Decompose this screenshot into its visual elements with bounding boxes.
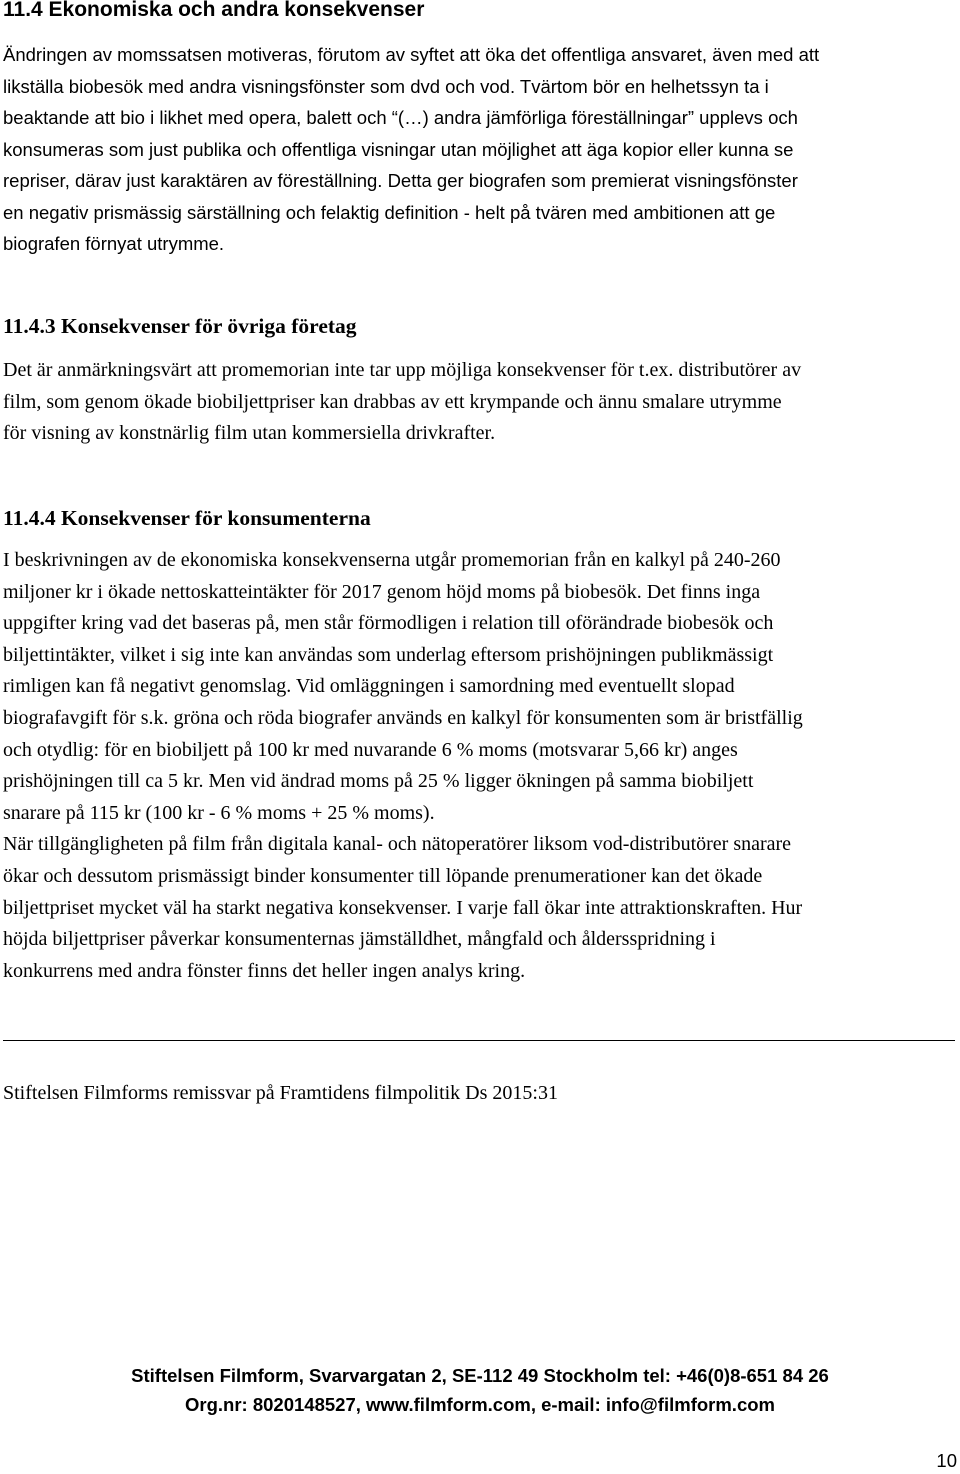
text-line: beaktande att bio i likhet med opera, balett och “(…) andra jämförliga föreställningar” upplevs och	[3, 107, 798, 128]
paragraph-other-companies	[3, 355, 957, 450]
text-line: biljettintäkter, vilket i sig inte kan användas som underlag eftersom prishöjningen publikmässigt	[3, 643, 774, 666]
text-line: snarare på 115 kr (100 kr - 6 % moms + 25 % moms).	[3, 801, 435, 824]
text-line: konkurrens med andra fönster finns det heller ingen analys kring.	[3, 959, 526, 982]
text-line: biografavgift för s.k. gröna och röda biografer används en kalkyl för konsumenten som är bristfällig	[3, 706, 803, 729]
text-line: rimligen kan få negativt genomslag. Vid omläggningen i samordning med eventuellt slopad	[3, 675, 735, 698]
text-line: biljettpriset mycket väl ha starkt negativa konsekvenser. I varje fall ökar inte attraktionskraften. Hur	[3, 896, 803, 919]
section-heading-11-4: 11.4 Ekonomiska och andra konsekvenser	[3, 0, 425, 21]
footnote: Stiftelsen Filmforms remissvar på Framtidens filmpolitik Ds 2015:31	[3, 1082, 558, 1104]
paragraph-economic-consequences	[3, 39, 957, 260]
text-line: en negativ prismässig särställning och felaktig definition - helt på tvären med ambitionen att ge	[3, 201, 776, 223]
text-line: höjda biljettpriser påverkar konsumenternas jämställdhet, mångfald och åldersspridning i	[3, 928, 716, 951]
section-heading-11-4-4: 11.4.4 Konsekvenser för konsumenterna	[3, 506, 371, 530]
text-line: biografen förnyat utrymme.	[3, 233, 225, 254]
text-line: uppgifter kring vad det baseras på, men står förmodligen i relation till oförändrade biobesök och	[3, 612, 774, 635]
text-line: ökar och dessutom prismässigt binder konsumenter till löpande prenumerationer kan det ökade	[3, 864, 763, 887]
text-line: och otydlig: för en biobiljett på 100 kr med nuvarande 6 % moms (motsvarar 5,66 kr) anges	[3, 738, 738, 761]
text-line: Ändringen av momssatsen motiveras, förutom av syftet att öka det offentliga ansvaret, även med att	[3, 44, 820, 65]
paragraph-consumers	[3, 545, 957, 987]
text-line: för visning av konstnärlig film utan kommersiella drivkrafter.	[3, 422, 496, 445]
section-heading-11-4-3: 11.4.3 Konsekvenser för övriga företag	[3, 314, 357, 338]
footer-contact: Org.nr: 8020148527, www.filmform.com, e-mail: info@filmform.com	[185, 1394, 775, 1415]
text-line: likställa biobesök med andra visningsfönster som dvd och vod. Tvärtom bör en helhetssyn ta i	[3, 75, 769, 97]
text-line: konsumeras som just publika och offentliga visningar utan möjlighet att äga kopior eller kunna se	[3, 138, 794, 160]
text-line: film, som genom ökade biobiljettpriser kan drabbas av ett krympande och ännu smalare utrymme	[3, 390, 782, 413]
page-number: 10	[936, 1450, 957, 1471]
text-line: miljoner kr i ökade nettoskatteintäkter för 2017 genom höjd moms på biobesök. Det finns inga	[3, 580, 761, 603]
text-line: repriser, därav just karaktären av föreställning. Detta ger biografen som premierat visningsfönster	[3, 170, 798, 191]
footnote-separator	[3, 1040, 955, 1041]
text-line: I beskrivningen av de ekonomiska konsekvenserna utgår promemorian från en kalkyl på 240-260	[3, 549, 781, 571]
text-line: När tillgängligheten på film från digitala kanal- och nätoperatörer liksom vod-distributörer snarare	[3, 833, 792, 856]
text-line: Det är anmärkningsvärt att promemorian inte tar upp möjliga konsekvenser för t.ex. distributörer av	[3, 359, 802, 381]
footer-address: Stiftelsen Filmform, Svarvargatan 2, SE-112 49 Stockholm tel: +46(0)8-651 84 26	[131, 1365, 829, 1386]
text-line: prishöjningen till ca 5 kr. Men vid ändrad moms på 25 % ligger ökningen på samma biobiljett	[3, 770, 754, 793]
